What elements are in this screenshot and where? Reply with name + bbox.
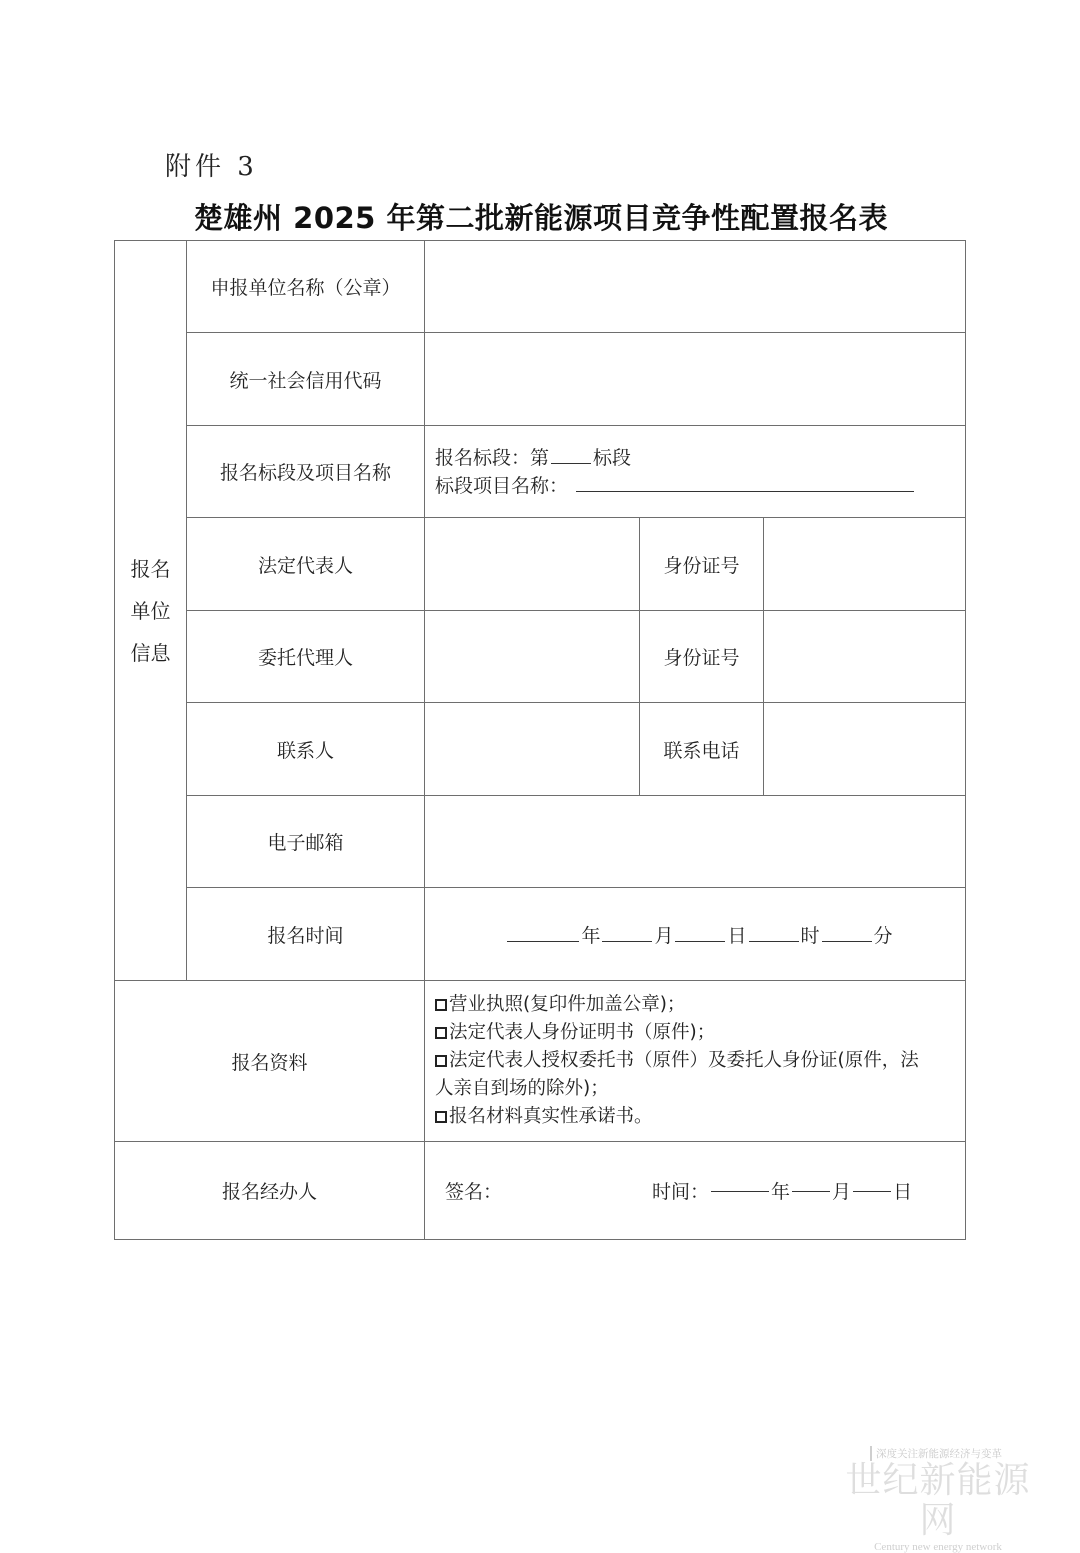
form-title [0,196,1080,237]
lot-number-blank[interactable] [551,462,591,464]
reg-day-unit: 日 [727,924,747,947]
lot-label-text: 报名标段及项目名称 [219,462,391,484]
reg-year-blank[interactable] [507,940,579,942]
unit-name-label-text: 申报单位名称（公章） [210,277,401,299]
credit-code-label [186,332,425,426]
credit-code-label-text: 统一社会信用代码 [229,369,382,392]
email-label [186,795,425,888]
materials-label-text: 报名资料 [231,1051,308,1074]
legal-rep-label-text: 法定代表人 [257,554,353,577]
reg-month-blank[interactable] [602,940,652,942]
reg-minute-unit: 分 [873,924,893,947]
materials-list [424,980,966,1142]
contact-field[interactable] [424,702,640,796]
section-label-line-2: 单位 [130,598,171,623]
checkbox-icon[interactable] [435,1055,447,1067]
contact-label [186,702,425,796]
material-item-continuation [435,1075,919,1103]
attachment-label: 附件 3 [165,152,258,182]
reg-day-blank[interactable] [675,940,725,942]
contact-phone-label-text: 联系电话 [663,739,740,762]
material-item-text: 法定代表人授权委托书（原件）及委托人身份证(原件，法 [449,1050,919,1071]
material-item [435,1103,919,1131]
legal-rep-id-label-text: 身份证号 [663,554,740,577]
agent-id-label-text: 身份证号 [663,647,740,669]
reg-hour-unit: 时 [800,924,820,947]
agent-label [186,610,425,703]
checkbox-icon[interactable] [435,999,447,1011]
material-item-text: 法定代表人身份证明书（原件)； [449,1022,716,1043]
handler-day-unit: 日 [893,1181,913,1203]
handler-time-label: 时间： [652,1181,710,1203]
watermark-english: Century new energy network [874,1541,1002,1553]
agent-id-label [639,610,764,703]
lot-field [424,425,966,518]
handler-month-unit: 月 [832,1181,852,1203]
reg-minute-blank[interactable] [822,940,872,942]
project-name-label: 标段项目名称： [435,474,569,497]
material-item-continuation-text: 人亲自到场的除外)； [435,1078,609,1099]
checkbox-icon[interactable] [435,1027,447,1039]
signature-label: 签名： [445,1181,503,1203]
watermark-tagline: 深度关注新能源经济与变革 [870,1446,1006,1461]
handler-year-unit: 年 [771,1181,791,1203]
checkbox-icon[interactable] [435,1111,447,1123]
materials-label [114,980,425,1142]
material-item-text: 报名材料真实性承诺书。 [449,1106,653,1127]
email-field[interactable] [424,795,966,888]
material-item [435,1019,919,1047]
reg-year-unit: 年 [581,924,601,947]
handler-label [114,1141,425,1240]
reg-time-label [186,887,425,981]
reg-month-unit: 月 [654,924,674,947]
agent-field[interactable] [424,610,640,703]
reg-time-label-text: 报名时间 [267,924,344,947]
handler-month-blank[interactable] [792,1190,830,1192]
agent-label-text: 委托代理人 [257,647,353,669]
handler-day-blank[interactable] [853,1190,891,1192]
lot-suffix: 标段 [593,446,632,469]
legal-rep-field[interactable] [424,517,640,611]
reg-time-field [424,887,966,981]
handler-label-text: 报名经办人 [221,1181,317,1203]
handler-year-blank[interactable] [711,1190,769,1192]
lot-label [186,425,425,518]
legal-rep-id-field[interactable] [763,517,966,611]
material-item-text: 营业执照(复印件加盖公章)； [449,994,686,1015]
legal-rep-label [186,517,425,611]
unit-name-field[interactable] [424,240,966,333]
legal-rep-id-label [639,517,764,611]
contact-phone-field[interactable] [763,702,966,796]
material-item [435,1047,919,1075]
form-title-text: 楚雄州 2025 年第二批新能源项目竞争性配置报名表 [194,201,888,235]
unit-name-label [186,240,425,333]
email-label-text: 电子邮箱 [267,832,344,854]
section-label-line-1: 报名 [130,556,171,581]
credit-code-field[interactable] [424,332,966,426]
contact-label-text: 联系人 [276,739,334,762]
section-label-cell [114,240,187,981]
agent-id-field[interactable] [763,610,966,703]
reg-hour-blank[interactable] [749,940,799,942]
watermark [838,1440,1038,1553]
contact-phone-label [639,702,764,796]
handler-field [424,1141,966,1240]
material-item [435,991,919,1019]
project-name-blank[interactable] [576,490,914,492]
section-label-line-3: 信息 [130,640,171,665]
watermark-name: 世纪新能源网 [845,1460,1031,1541]
lot-prefix: 报名标段：第 [435,446,550,469]
